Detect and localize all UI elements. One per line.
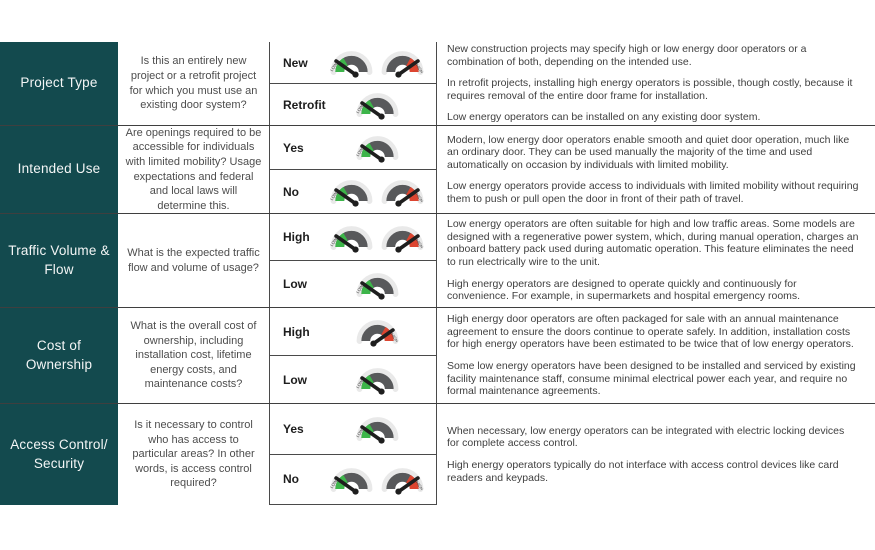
options-cell	[270, 308, 437, 403]
row-label-text: Access Control/ Security	[10, 436, 108, 471]
low-energy-gauge-icon	[328, 46, 375, 79]
row-label-text: Project Type	[20, 75, 98, 91]
option-new	[270, 42, 436, 83]
description-paragraph: Low energy operators provide access to individuals with limited mobility without requiring them to push or pull open the door in front of their path of travel.	[447, 180, 859, 205]
row-label-traffic-volume-flow	[0, 214, 118, 307]
table-row	[0, 125, 875, 213]
option-label: Yes	[283, 421, 304, 436]
option-label: No	[283, 184, 299, 199]
options-cell	[270, 214, 437, 307]
description-cell	[437, 404, 875, 505]
low-energy-gauge-icon	[354, 268, 401, 301]
row-label-access-control-security	[0, 404, 118, 505]
row-label-cost-of-ownership	[0, 308, 118, 403]
description-paragraph: New construction projects may specify high or low energy door operators or a combination of both, depending on the intended use.	[447, 43, 807, 68]
gauge-group	[322, 46, 436, 79]
table-row	[0, 42, 875, 125]
question-cell	[118, 308, 270, 403]
option-label: Retrofit	[283, 97, 326, 112]
description-paragraph: Low energy operators are often suitable for high and low traffic areas. Some models are designed with a regenerative power system, which, during manual operation, charges an onboard battery pack used during automatic operation. This feature eliminates the need to run electrically wire to the unit.	[447, 218, 859, 268]
description-paragraph: Some low energy operators have been designed to be installed and serviced by existing facility maintenance staff, consume minimal electrical power each year, and require no formal maintenance agreements.	[447, 360, 856, 398]
option-label: Yes	[283, 140, 304, 155]
low-energy-gauge-icon	[354, 131, 401, 164]
option-label: No	[283, 472, 299, 487]
description-paragraph: In retrofit projects, installing high energy operators is possible, though costly, because it requires removal of the entire door frame for installation.	[447, 77, 853, 102]
option-no	[270, 169, 436, 213]
gauge-group	[322, 221, 436, 254]
gauge-group	[322, 412, 436, 445]
gauge-group	[322, 315, 436, 348]
option-no	[270, 454, 436, 505]
low-energy-gauge-icon	[328, 463, 375, 496]
question-text: What is the overall cost of ownership, including installation cost, lifetime energy costs, and maintenance costs?	[130, 320, 257, 391]
question-text: Is it necessary to control who has access to particular areas? In other words, is access control required?	[132, 419, 255, 490]
option-low	[270, 260, 436, 307]
options-cell	[270, 404, 437, 505]
row-label-text: Traffic Volume & Flow	[8, 242, 110, 277]
high-energy-gauge-icon	[354, 315, 401, 348]
description-paragraph: Modern, low energy door operators enable smooth and quiet door operation, much like an ordinary door. They can be used manually the majority of the time and used automatically on occasion by individuals with limited mobility.	[447, 133, 850, 171]
question-cell	[118, 214, 270, 307]
option-retrofit	[270, 83, 436, 125]
high-energy-gauge-icon	[379, 46, 426, 79]
question-text: What is the expected traffic flow and volume of usage?	[127, 246, 260, 274]
comparison-table	[0, 42, 875, 505]
table-row	[0, 213, 875, 307]
low-energy-gauge-icon	[354, 88, 401, 121]
gauge-group	[322, 131, 436, 164]
description-cell	[437, 308, 875, 403]
table-row	[0, 403, 875, 505]
low-energy-gauge-icon	[328, 221, 375, 254]
option-label: New	[283, 55, 308, 70]
gauge-group	[322, 175, 436, 208]
high-energy-gauge-icon	[379, 221, 426, 254]
option-high	[270, 214, 436, 260]
description-cell	[437, 42, 875, 125]
row-label-text: Intended Use	[17, 161, 101, 177]
gauge-group	[322, 463, 436, 496]
option-high	[270, 308, 436, 355]
question-cell	[118, 42, 270, 125]
option-label: High	[283, 230, 310, 244]
gauge-group	[322, 363, 436, 396]
description-cell	[437, 126, 875, 213]
option-yes	[270, 126, 436, 169]
question-cell	[118, 126, 270, 213]
high-energy-gauge-icon	[379, 463, 426, 496]
question-cell	[118, 404, 270, 505]
row-label-intended-use	[0, 126, 118, 213]
description-paragraph: High energy operators typically do not interface with access control devices like card readers and keypads.	[447, 459, 839, 484]
low-energy-gauge-icon	[354, 363, 401, 396]
description-cell	[437, 214, 875, 307]
question-text: Is this an entirely new project or a retrofit project for which you must use an existing door system?	[129, 55, 258, 112]
description-paragraph: When necessary, low energy operators can be integrated with electric locking devices for complete access control.	[447, 424, 845, 450]
option-label: Low	[283, 372, 307, 387]
description-paragraph: High energy door operators are often packaged for sale with an annual maintenance agreement to ensure the doors continue to operate safely. In addition, installation costs for high energy operators have been estimated to be twice that of low energy operators.	[447, 313, 854, 351]
question-text: Are openings required to be accessible for individuals with limited mobility? Usage expectations and federal and local laws will determine this.	[125, 126, 262, 212]
table-row	[0, 307, 875, 403]
option-yes	[270, 404, 436, 454]
row-label-project-type	[0, 42, 118, 125]
option-low	[270, 355, 436, 403]
options-cell	[270, 42, 437, 125]
row-label-text: Cost of Ownership	[25, 337, 93, 372]
description-paragraph: Low energy operators can be installed on any existing door system.	[447, 111, 761, 124]
description-paragraph: High energy operators are designed to operate quickly and continuously for convenience. For example, in supermarkets and hospital emergency rooms.	[447, 277, 801, 303]
option-label: Low	[283, 277, 307, 291]
low-energy-gauge-icon	[354, 412, 401, 445]
low-energy-gauge-icon	[328, 175, 375, 208]
option-label: High	[283, 324, 310, 339]
high-energy-gauge-icon	[379, 175, 426, 208]
gauge-group	[322, 268, 436, 301]
options-cell	[270, 126, 437, 213]
gauge-group	[322, 88, 436, 121]
